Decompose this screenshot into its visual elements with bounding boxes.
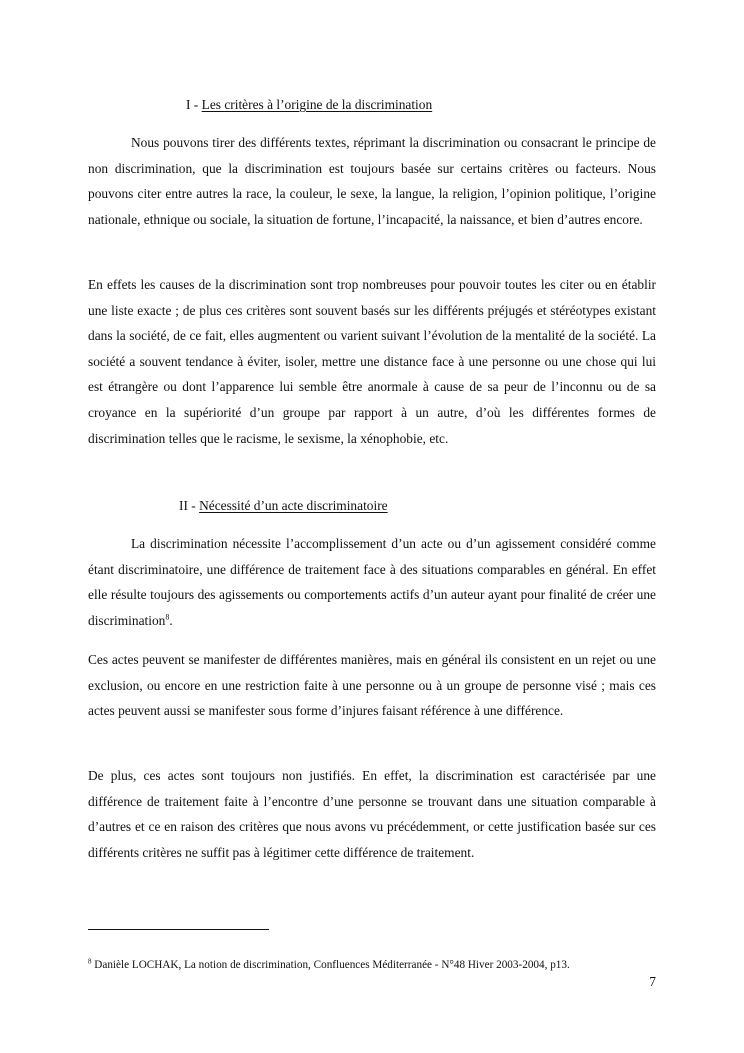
section-1-paragraph-1: Nous pouvons tirer des différents textes, réprimant la discrimination ou consacrant le principe de non discrimination, que la discrimination est toujours basée sur certains critères ou facteurs. Nous pouvons citer entre autres la race, la couleur, le sexe, la langue, la religion, l’opinion politique, l’origine nationale, ethnique ou sociale, la situation de fortune, l’incapacité, la naissance, et bien d’autres encore. (88, 135, 656, 227)
section-2-paragraph-1 (88, 531, 656, 633)
section-2-number: II - (179, 498, 196, 513)
section-2-title: Nécessité d’un acte discriminatoire (199, 498, 388, 513)
section-1-paragraph-2: En effets les causes de la discrimination sont trop nombreuses pour pouvoir toutes les citer ou en établir une liste exacte ; de plus ces critères sont souvent basés sur les différents préjugés et stéréotypes existant dans la société, de ce fait, elles augmentent ou varient suivant l’évolution de la mentalité de la société. La société a souvent tendance à éviter, isoler, mettre une distance face à une personne ou une chose qui lui est étrangère ou dont l’apparence lui semble être anormale à cause de sa peur de l’inconnu ou de sa croyance en la supériorité d’un groupe par rapport à un autre, d’où les différentes formes de discrimination telles que le racisme, le sexisme, la xénophobie, etc. (88, 277, 656, 446)
page-number: 7 (649, 974, 656, 989)
footnote-number: 8 (88, 957, 92, 966)
footnote (88, 958, 570, 972)
section-2-paragraph-2: Ces actes peuvent se manifester de différentes manières, mais en général ils consistent en un rejet ou une exclusion, ou encore en une restriction faite à une personne ou à un groupe de personne visé ; mais ces actes peuvent aussi se manifester sous forme d’injures faisant référence à une différence. (88, 652, 656, 719)
section-2-paragraph-1-end: . (169, 612, 173, 628)
section-1-heading (186, 96, 432, 114)
footnote-reference[interactable]: 8 (165, 612, 170, 622)
section-2-paragraph-1-text: La discrimination nécessite l’accomplissement d’un acte ou d’un agissement considéré comme étant discriminatoire, une différence de traitement face à des situations comparables en général. En effet elle résulte toujours des agissements ou comportements actifs d’un auteur ayant pour finalité de créer une discrimination (88, 536, 656, 628)
footnote-separator (88, 929, 269, 930)
section-2-heading (179, 497, 388, 515)
section-2-paragraph-3: De plus, ces actes sont toujours non justifiés. En effet, la discrimination est caractérisée par une différence de traitement faite à l’encontre d’une personne se trouvant dans une situation comparable à d’autres et ce en raison des critères que nous avons vu précédemment, or cette justification basée sur ces différents critères ne suffit pas à légitimer cette différence de traitement. (88, 768, 656, 860)
section-1-title: Les critères à l’origine de la discrimination (201, 97, 433, 112)
footnote-text: Danièle LOCHAK, La notion de discrimination, Confluences Méditerranée - N°48 Hiver 2003-2004, p13. (91, 959, 570, 971)
section-1-number: I - (186, 97, 199, 112)
